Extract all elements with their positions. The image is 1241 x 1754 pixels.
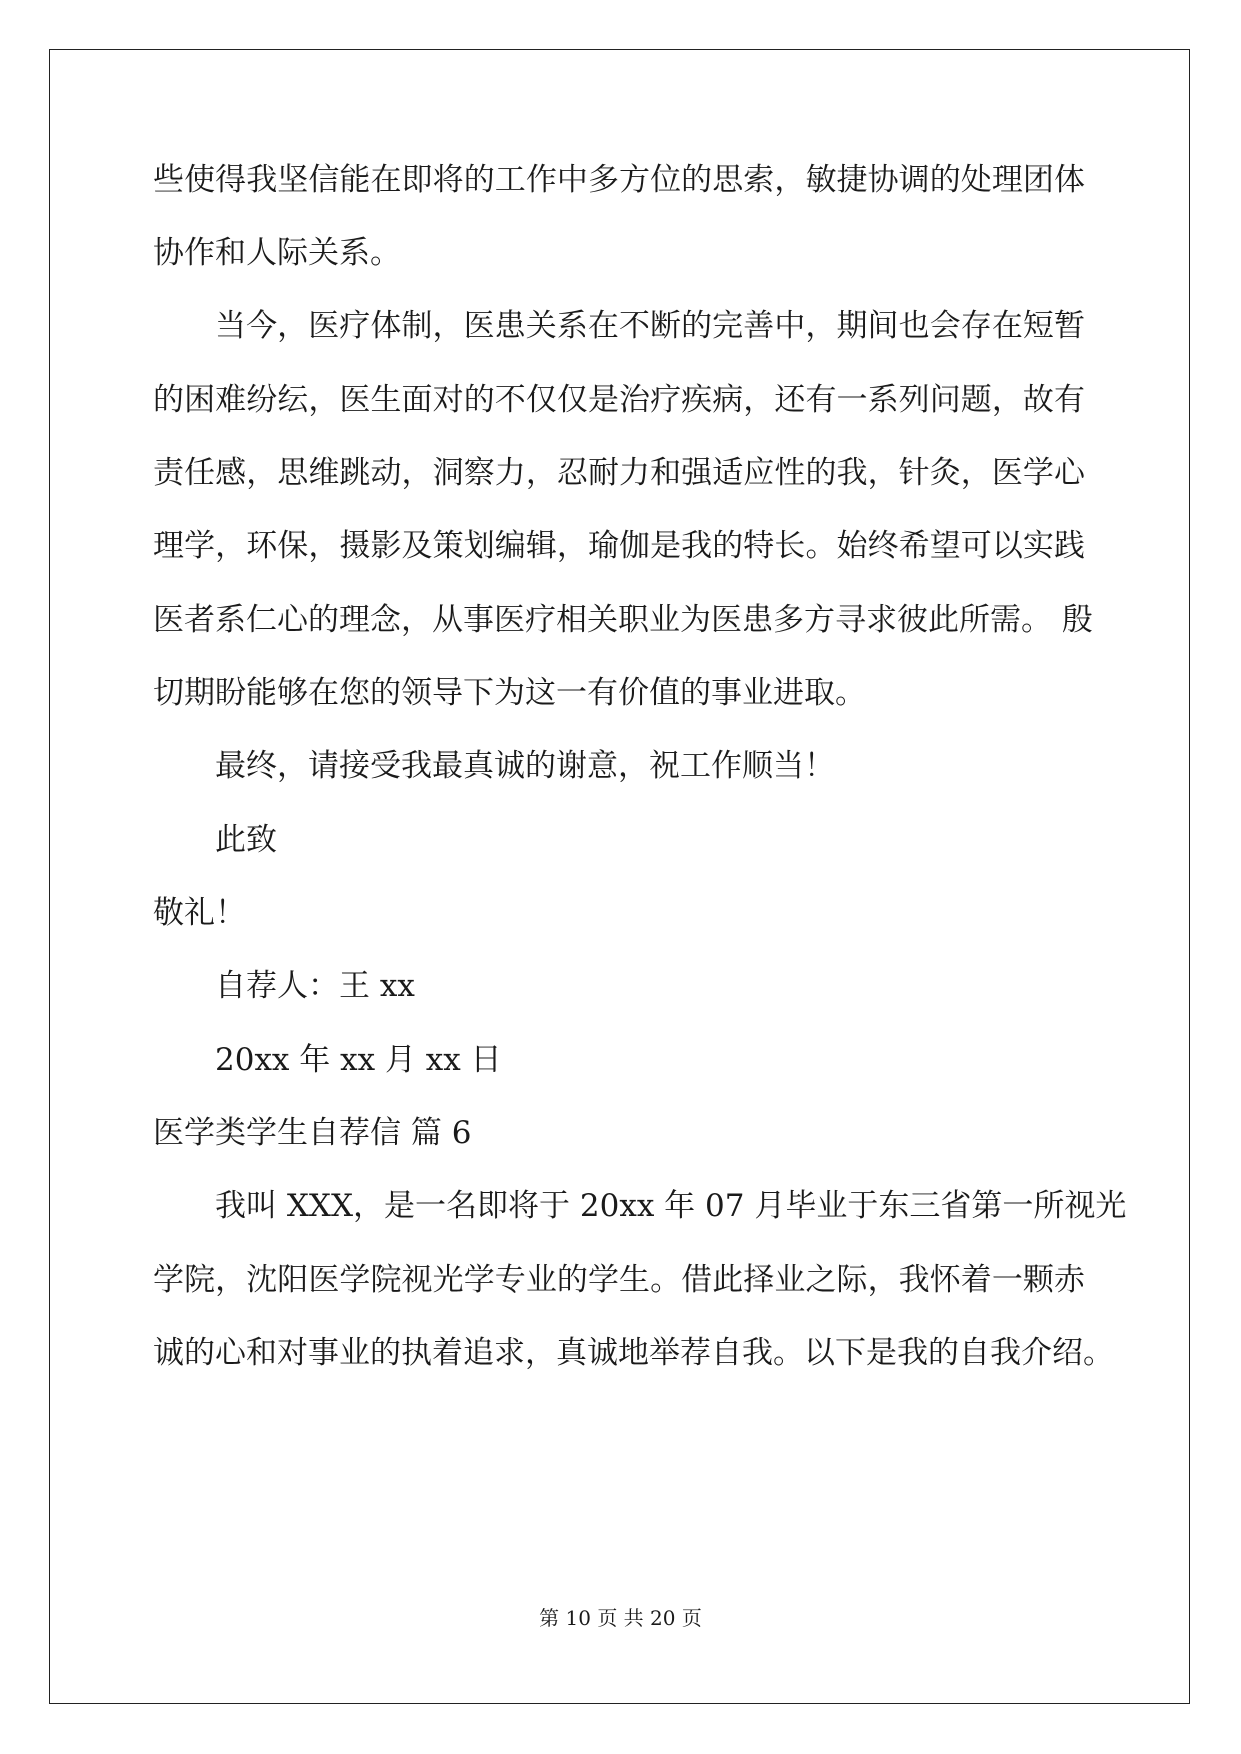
paragraph-line: 些使得我坚信能在即将的工作中多方位的思索，敏捷协调的处理团体 xyxy=(153,162,1085,198)
paragraph-line: 责任感，思维跳动，洞察力，忍耐力和强适应性的我，针灸，医学心 xyxy=(153,455,1085,491)
paragraph-line: 理学，环保，摄影及策划编辑，瑜伽是我的特长。始终希望可以实践 xyxy=(153,528,1085,564)
section-heading: 医学类学生自荐信 篇 6 xyxy=(153,1115,472,1151)
signature: 自荐人：王 xx xyxy=(215,968,415,1004)
paragraph-line: 我叫 XXX，是一名即将于 20xx 年 07 月毕业于东三省第一所视光 xyxy=(215,1188,1127,1224)
page-frame xyxy=(49,49,1190,1704)
paragraph-line: 的困难纷纭，医生面对的不仅仅是治疗疾病，还有一系列问题，故有 xyxy=(153,382,1085,418)
date: 20xx 年 xx 月 xx 日 xyxy=(215,1042,502,1078)
salutation-jingli: 敬礼！ xyxy=(153,895,246,931)
paragraph-line: 当今，医疗体制，医患关系在不断的完善中，期间也会存在短暂 xyxy=(215,308,1085,344)
salutation-cizhi: 此致 xyxy=(215,822,277,858)
page-number: 第 10 页 共 20 页 xyxy=(539,1606,702,1630)
paragraph-line: 学院，沈阳医学院视光学专业的学生。借此择业之际，我怀着一颗赤 xyxy=(153,1262,1085,1298)
paragraph-line: 医者系仁心的理念，从事医疗相关职业为医患多方寻求彼此所需。 殷 xyxy=(153,602,1093,638)
closing-thanks: 最终，请接受我最真诚的谢意，祝工作顺当！ xyxy=(215,748,835,784)
paragraph-line: 切期盼能够在您的领导下为这一有价值的事业进取。 xyxy=(153,675,866,711)
paragraph-line: 协作和人际关系。 xyxy=(153,235,401,271)
paragraph-line: 诚的心和对事业的执着追求，真诚地举荐自我。以下是我的自我介绍。 xyxy=(153,1335,1114,1371)
